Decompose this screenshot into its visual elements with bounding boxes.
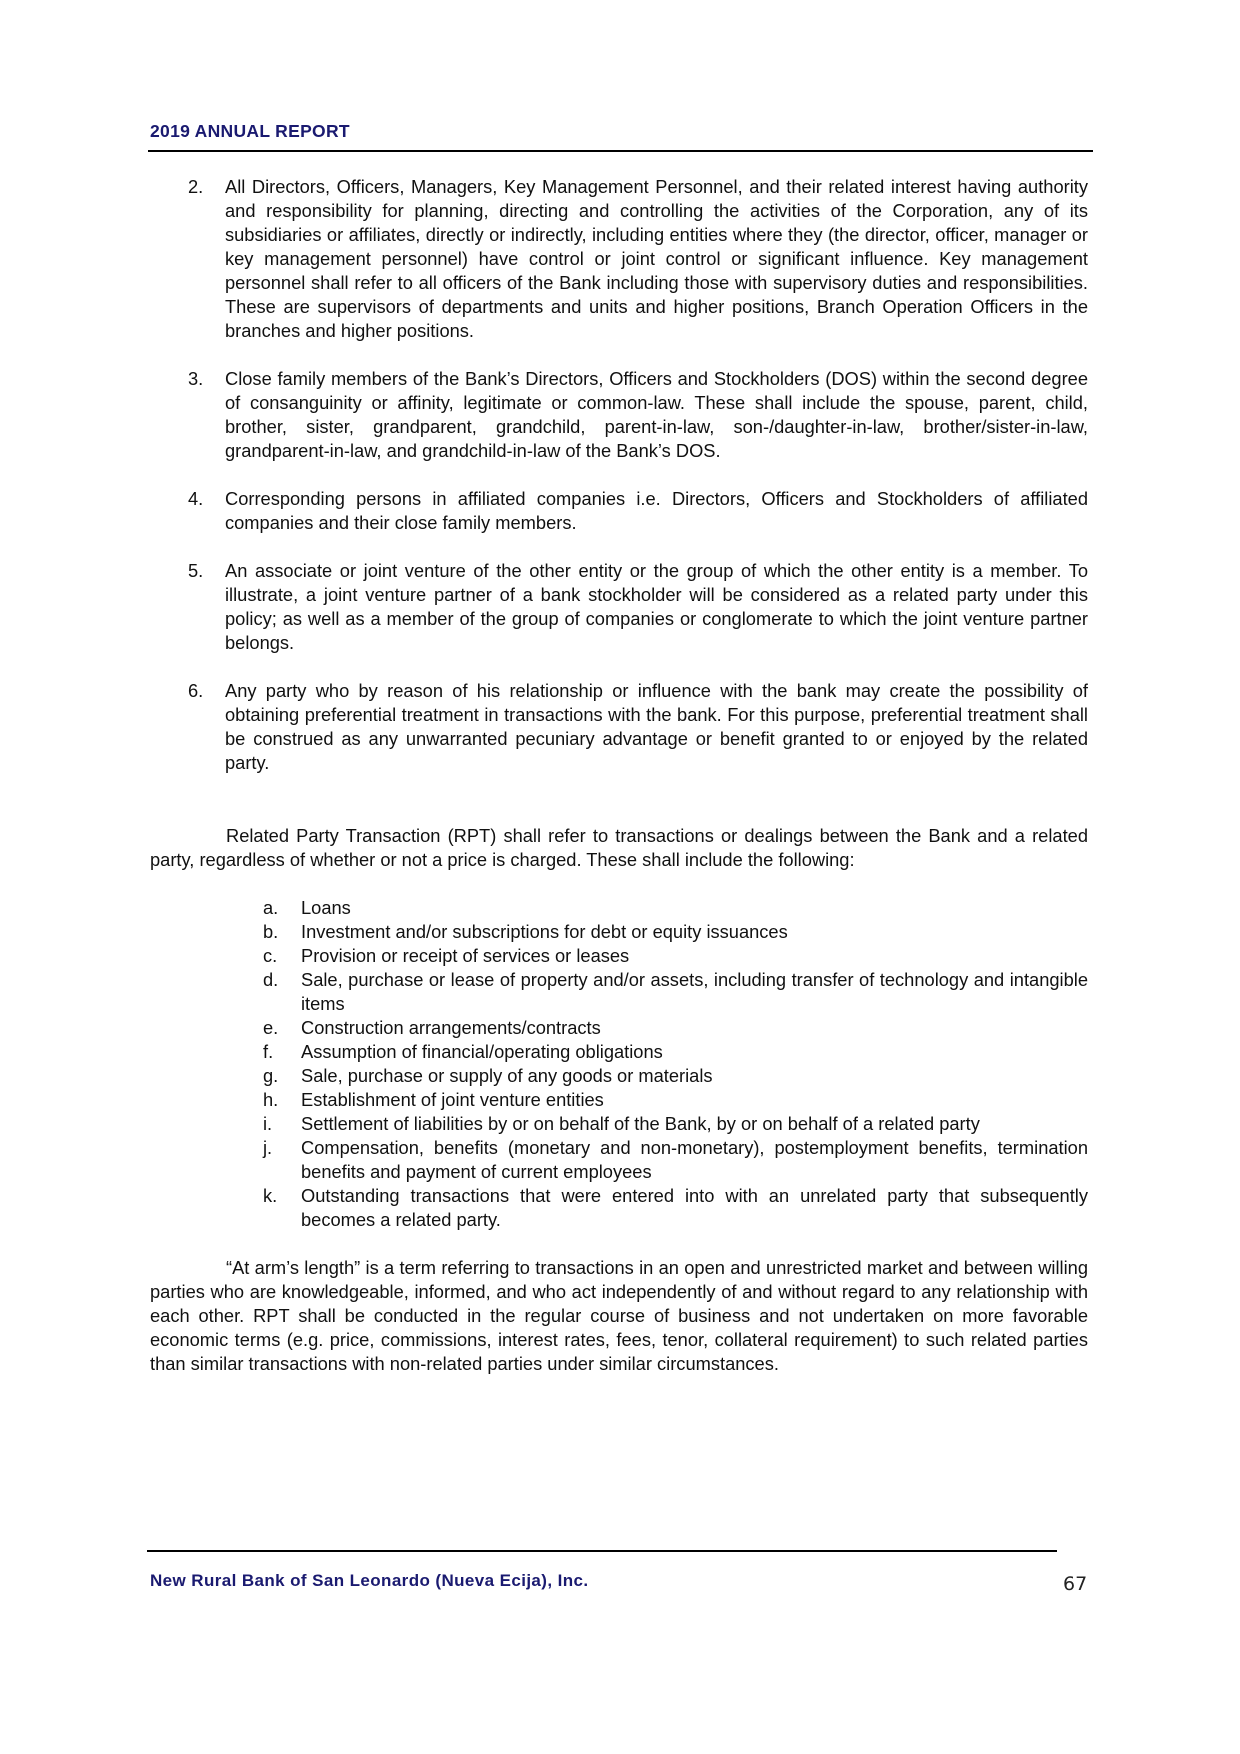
footer-company-name: New Rural Bank of San Leonardo (Nueva Ecija), Inc. xyxy=(150,1571,589,1590)
list-item-text: Compensation, benefits (monetary and non-monetary), postemployment benefits, termination benefits and payment of current employees xyxy=(301,1137,1088,1182)
list-item-text: Sale, purchase or lease of property and/or assets, including transfer of technology and intangible items xyxy=(301,969,1088,1014)
list-item-text: Sale, purchase or supply of any goods or materials xyxy=(301,1065,713,1086)
item-number: 6. xyxy=(188,680,204,701)
item-text: An associate or joint venture of the other entity or the group of which the other entity is a member. To illustrate, a joint venture partner of a bank stockholder will be considered as a related party under this policy; as well as a member of the group of companies or conglomerate to which the joint venture partner belongs. xyxy=(225,560,1088,653)
list-item-text: Investment and/or subscriptions for debt or equity issuances xyxy=(301,921,788,942)
list-letter: k. xyxy=(263,1185,278,1206)
list-item-text: Establishment of joint venture entities xyxy=(301,1089,604,1110)
page-header-title: 2019 ANNUAL REPORT xyxy=(150,121,350,141)
item-text: Close family members of the Bank’s Directors, Officers and Stockholders (DOS) within the second degree of consanguinity or affinity, legitimate or common-law. These shall include the spouse, parent, child, brother, sister, grandparent, grandchild, parent-in-law, son-/daughter-in-law, brother/sister-in-law, grandparent-in-law, and grandchild-in-law of the Bank’s DOS. xyxy=(225,368,1088,461)
item-number: 5. xyxy=(188,560,204,581)
arms-length-paragraph: “At arm’s length” is a term referring to transactions in an open and unrestricted market and between willing parties who are knowledgeable, informed, and who act independently of and without regard to any relationship with each other. RPT shall be conducted in the regular course of business and not undertaken on more favorable economic terms (e.g. price, commissions, interest rates, fees, tenor, collateral requirement) to such related parties than similar transactions with non-related parties under similar circumstances. xyxy=(150,1257,1088,1374)
list-item-text: Settlement of liabilities by or on behalf of the Bank, by or on behalf of a related party xyxy=(301,1113,980,1134)
list-item xyxy=(150,896,1088,920)
list-letter: c. xyxy=(263,945,278,966)
item-number: 3. xyxy=(188,368,204,389)
list-item xyxy=(150,968,1088,1016)
list-letter: b. xyxy=(263,921,279,942)
list-item xyxy=(150,1112,1088,1136)
item-text: Any party who by reason of his relationship or influence with the bank may create the possibility of obtaining preferential treatment in transactions with the bank. For this purpose, preferential treatment shall be construed as any unwarranted pecuniary advantage or benefit granted to or enjoyed by the related party. xyxy=(225,680,1088,773)
list-item xyxy=(150,920,1088,944)
numbered-item xyxy=(150,487,1088,535)
list-letter: d. xyxy=(263,969,279,990)
list-letter: j. xyxy=(263,1137,273,1158)
document-body xyxy=(150,175,1088,1376)
list-letter: a. xyxy=(263,897,279,918)
list-item-text: Outstanding transactions that were entered into with an unrelated party that subsequently becomes a related party. xyxy=(301,1185,1088,1230)
list-letter: g. xyxy=(263,1065,279,1086)
numbered-item xyxy=(150,175,1088,343)
list-item-text: Provision or receipt of services or leases xyxy=(301,945,630,966)
item-text: All Directors, Officers, Managers, Key Management Personnel, and their related interest having authority and responsibility for planning, directing and controlling the activities of the Corporation, any of its subsidiaries or affiliates, directly or indirectly, including entities where they (the director, officer, manager or key management personnel) have control or joint control or significant influence. Key management personnel shall refer to all officers of the Bank including those with supervisory duties and responsibilities. These are supervisors of departments and units and higher positions, Branch Operation Officers in the branches and higher positions. xyxy=(225,176,1088,341)
item-text: Corresponding persons in affiliated companies i.e. Directors, Officers and Stockholders of affiliated companies and their close family members. xyxy=(225,488,1088,533)
footer-rule xyxy=(147,1550,1057,1552)
rpt-transaction-list xyxy=(150,896,1088,1232)
numbered-item xyxy=(150,367,1088,463)
numbered-item xyxy=(150,559,1088,655)
item-number: 2. xyxy=(188,176,204,197)
list-item xyxy=(150,944,1088,968)
list-item xyxy=(150,1136,1088,1184)
list-item xyxy=(150,1064,1088,1088)
rpt-definition-paragraph: Related Party Transaction (RPT) shall refer to transactions or dealings between the Bank and a related party, regardless of whether or not a price is charged. These shall include the following: xyxy=(150,825,1088,870)
list-item xyxy=(150,1016,1088,1040)
list-letter: f. xyxy=(263,1041,274,1062)
header-rule xyxy=(148,150,1093,152)
list-item xyxy=(150,1040,1088,1064)
list-letter: e. xyxy=(263,1017,279,1038)
list-item xyxy=(150,1088,1088,1112)
list-item-text: Loans xyxy=(301,897,351,918)
list-item-text: Assumption of financial/operating obligations xyxy=(301,1041,663,1062)
list-item xyxy=(150,1184,1088,1232)
list-letter: h. xyxy=(263,1089,279,1110)
item-number: 4. xyxy=(188,488,204,509)
numbered-item xyxy=(150,679,1088,775)
list-letter: i. xyxy=(263,1113,273,1134)
page-number: 67 xyxy=(1063,1573,1088,1595)
list-item-text: Construction arrangements/contracts xyxy=(301,1017,601,1038)
